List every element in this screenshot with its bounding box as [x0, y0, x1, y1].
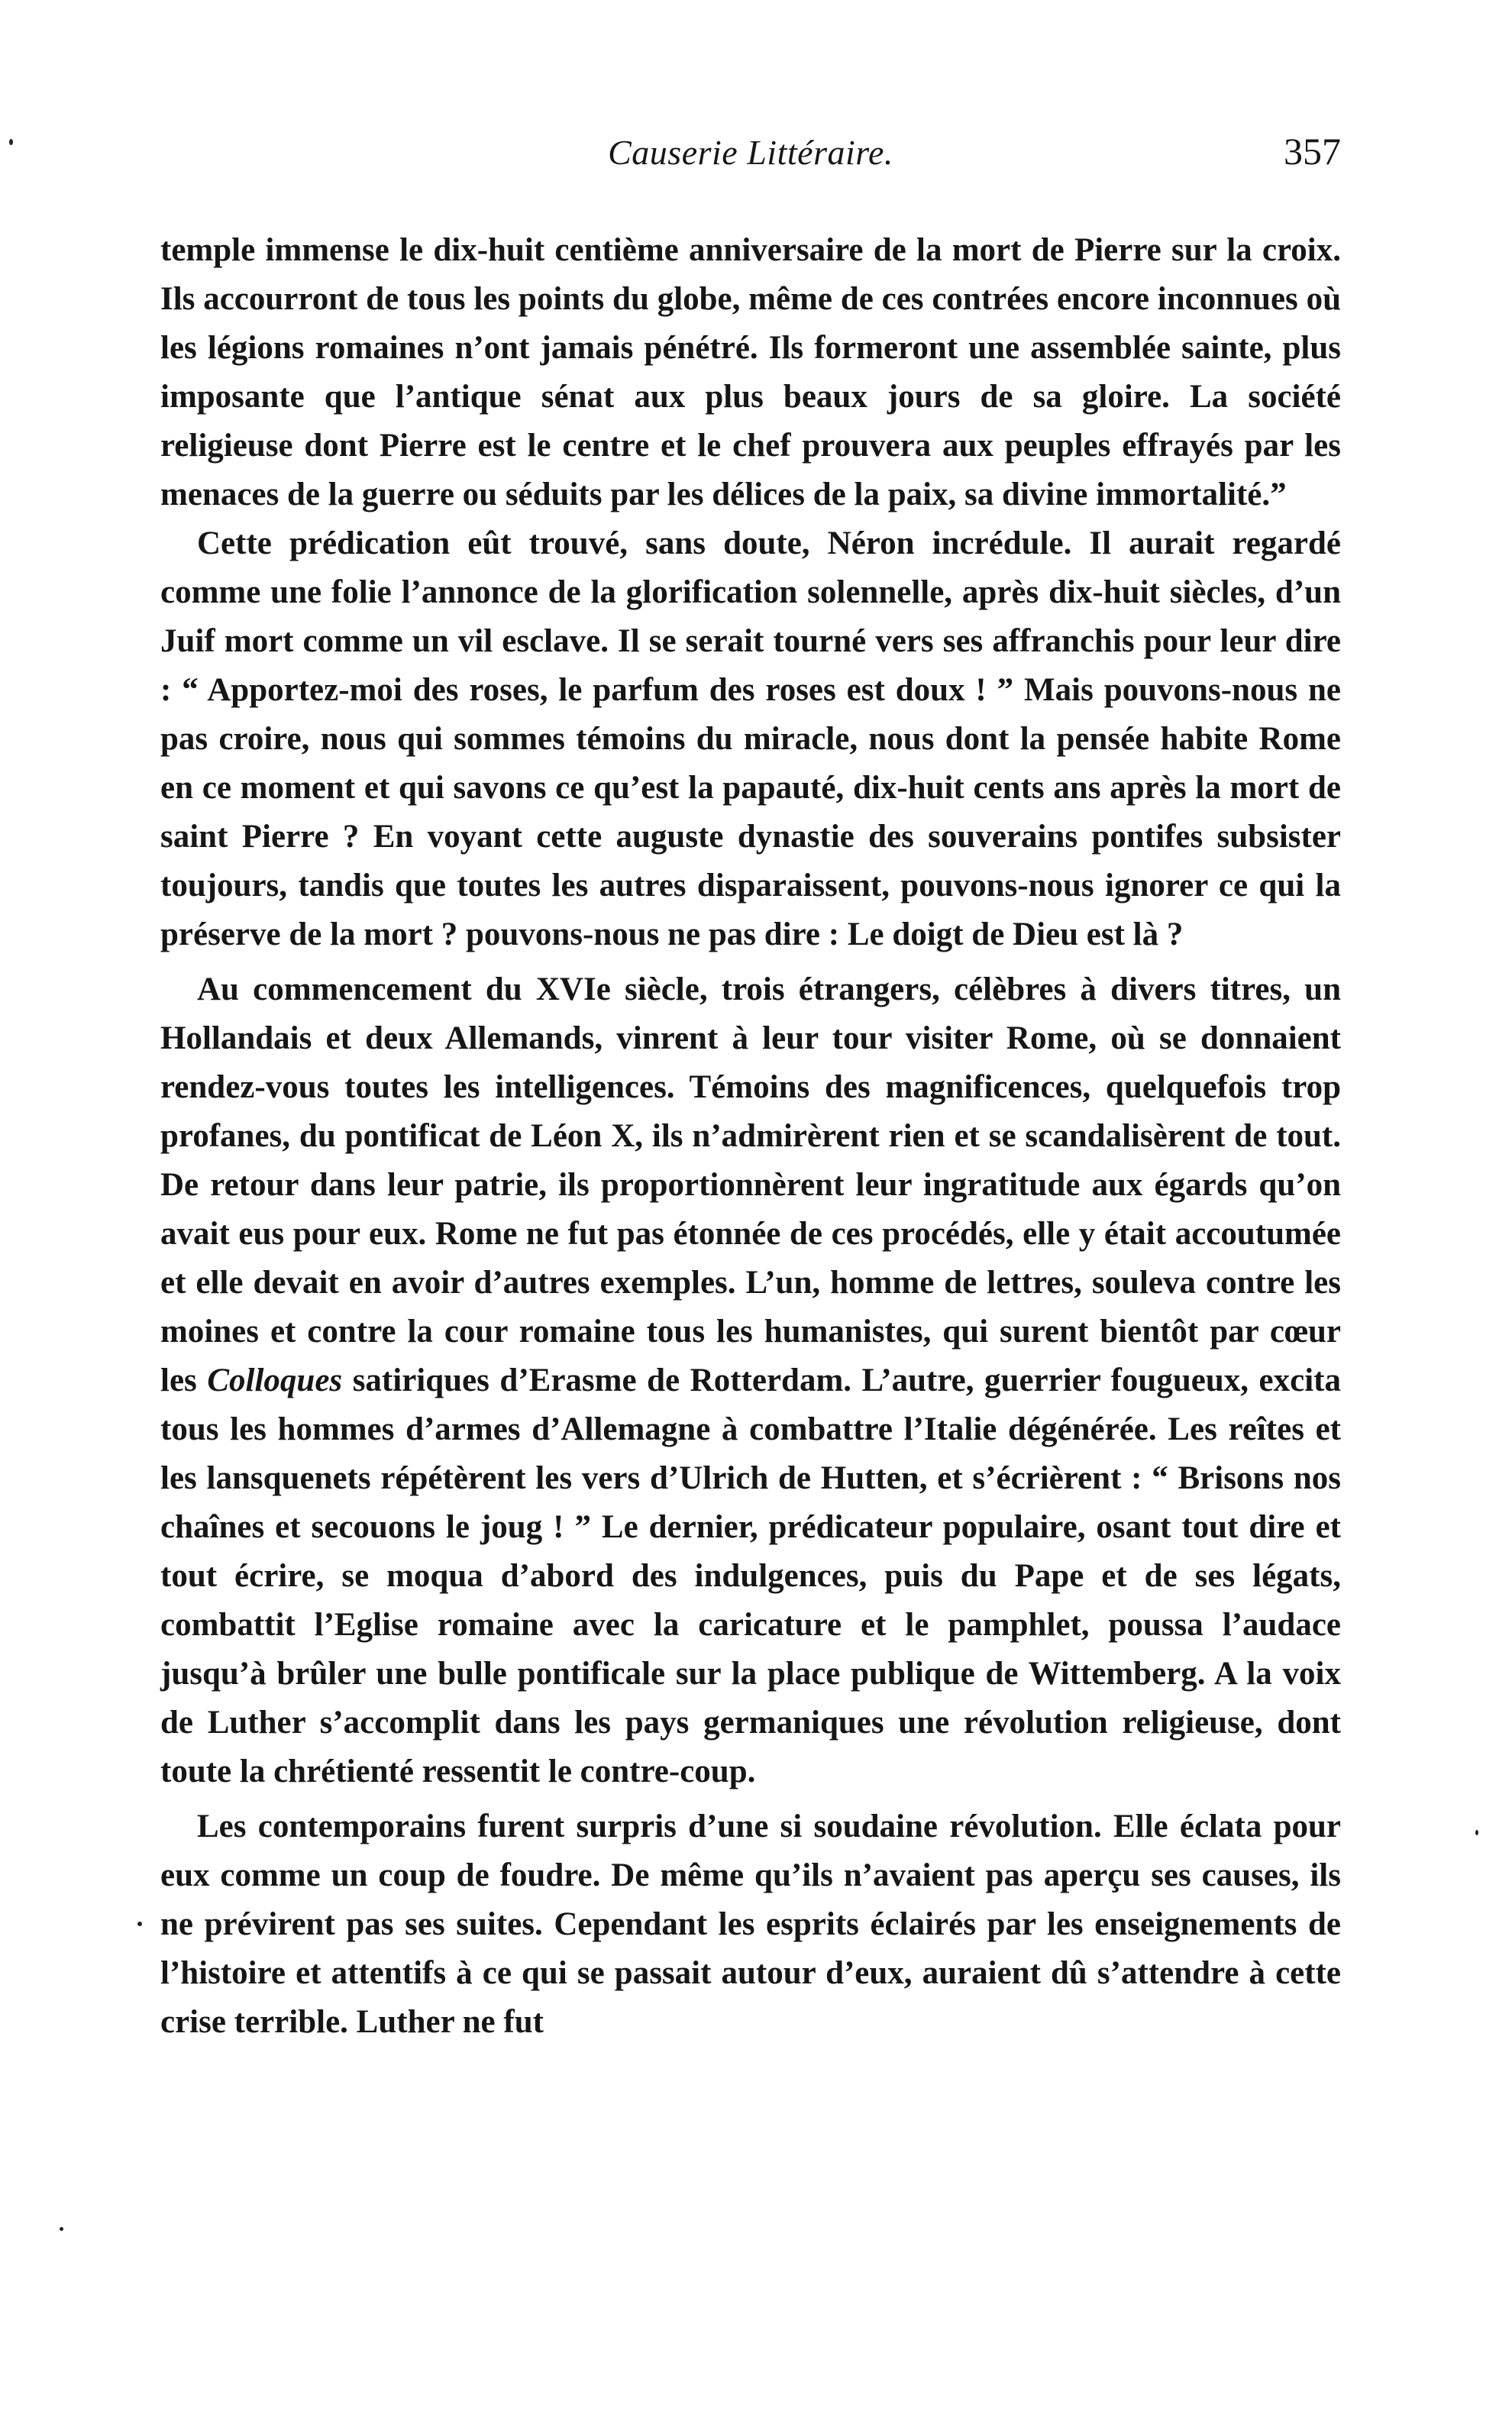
speck-mark [9, 139, 13, 145]
paragraph [160, 965, 1341, 1796]
running-title: Causerie Littéraire. [608, 133, 893, 172]
italic-title: Colloques [207, 1363, 343, 1398]
paragraph: Cette prédication eût trouvé, sans doute, Néron incrédule. Il aurait regardé comme une folie l’annonce de la glorification solennelle, après dix-huit siècles, d’un Juif mort comme un vil esclave. Il se serait tourné vers ses affranchis pour leur dire : “ Apportez-moi des roses, le parfum des roses est doux ! ” Mais pouvons-nous ne pas croire, nous qui sommes témoins du miracle, nous dont la pensée habite Rome en ce moment et qui savons ce qu’est la papauté, dix-huit cents ans après la mort de saint Pierre ? En voyant cette auguste dynastie des souverains pontifes subsister toujours, tandis que toutes les autres disparaissent, pouvons-nous ignorer ce qui la préserve de la mort ? pouvons-nous ne pas dire : Le doigt de Dieu est là ? [160, 525, 1341, 952]
speck-mark [137, 1922, 142, 1926]
paragraph-text: satiriques d’Erasme de Rotterdam. L’autre, guerrier fougueux, excita tous les hommes d’armes d’Allemagne à combattre l’Italie dégénérée. Les reîtes et les lansquenets répétèrent les vers d’Ulrich de Hutten, et s’écrièrent : “ Brisons nos chaînes et secouons le joug ! ” Le dernier, prédicateur populaire, osant tout dire et tout écrire, se moqua d’abord des indulgences, puis du Pape et de ses légats, combattit l’Eglise romaine avec la caricature et le pamphlet, poussa l’audace jusqu’à brûler une bulle pontificale sur la place publique de Wittemberg. A la voix de Luther s’accomplit dans les pays germaniques une révolution religieuse, dont toute la chrétienté ressentit le contre-coup. [160, 1363, 1341, 1789]
paragraph-text: Au commencement du XVIe siècle, trois étrangers, célèbres à divers titres, un Hollandais et deux Allemands, vinrent à leur tour visiter Rome, où se donnaient rendez-vous toutes les intelligences. Témoins des magnificences, quelquefois trop profanes, du pontificat de Léon X, ils n’admirèrent rien et se scandalisèrent de tout. De retour dans leur patrie, ils proportionnèrent leur ingratitude aux égards qu’on avait eus pour eux. Rome ne fut pas étonnée de ces procédés, elle y était accoutumée et elle devait en avoir d’autres exemples. L’un, homme de lettres, souleva contre les moines et contre la cour romaine tous les humanistes, qui surent bientôt par cœur les [160, 971, 1341, 1398]
running-head [160, 126, 1341, 187]
page-number: 357 [1284, 130, 1341, 173]
speck-mark [1475, 1830, 1478, 1835]
body-text [160, 226, 1341, 2047]
paragraph: Les contemporains furent surpris d’une si soudaine révolution. Elle éclata pour eux comme un coup de foudre. De même qu’ils n’avaient pas aperçu ses causes, ils ne prévirent pas ses suites. Cependant les esprits éclairés par les enseignements de l’histoire et attentifs à ce qui se passait autour d’eux, auraient dû s’attendre à cette crise terrible. Luther ne fut [160, 1809, 1341, 2040]
paragraph: temple immense le dix-huit centième anniversaire de la mort de Pierre sur la croix. Ils accourront de tous les points du globe, même de ces contrées encore inconnues où les légions romaines n’ont jamais pénétré. Ils formeront une assemblée sainte, plus imposante que l’antique sénat aux plus beaux jours de sa gloire. La société religieuse dont Pierre est le centre et le chef prouvera aux peuples effrayés par les menaces de la guerre ou séduits par les délices de la paix, sa divine immortalité.” [160, 232, 1341, 512]
speck-mark [60, 2227, 63, 2231]
